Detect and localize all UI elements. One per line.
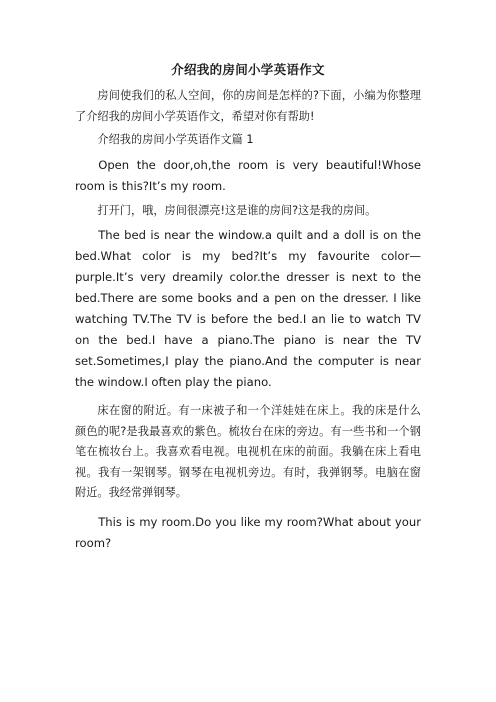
paragraph-english-3: This is my room.Do you like my room?What about your room? (75, 514, 421, 550)
paragraph-english-1: Open the door,oh,the room is very beautiful!Whose room is this?It’s my room. (75, 157, 421, 193)
paragraph-chinese-2: 床在窗的附近。有一床被子和一个洋娃娃在床上。我的床是什么颜色的呢?是我最喜欢的紫色。梳妆台在床的旁边。有一些书和一个钢笔在梳妆台上。我喜欢看电视。电视机在床的前面。我躺在床上看电视。我有一架钢琴。钢琴在电视机旁边。有时，我弹钢琴。电脑在窗附近。我经常弹钢琴。 (75, 404, 421, 499)
document-title: 介绍我的房间小学英语作文 (171, 62, 325, 77)
paragraph-english-2: The bed is near the window.a quilt and a doll is on the bed.What color is my bed?It’s my favourite color—purple.It’s very dreamily color.the dresser is next to the bed.There are some books and a pen on the dresser. I like watching TV.The TV is before the bed.I an lie to watch TV on the bed.I have a piano.The piano is near the TV set.Sometimes,I play the piano.And the computer is near the window.I often play the piano. (75, 228, 421, 389)
section-heading: 介绍我的房间小学英语作文篇 1 (97, 133, 254, 146)
intro-paragraph: 房间使我们的私人空间，你的房间是怎样的?下面，小编为你整理了介绍我的房间小学英语作文，希望对你有帮助! (75, 89, 421, 123)
document-page (75, 60, 421, 554)
paragraph-chinese-1: 打开门，哦，房间很漂亮!这是谁的房间?这是我的房间。 (97, 203, 377, 217)
